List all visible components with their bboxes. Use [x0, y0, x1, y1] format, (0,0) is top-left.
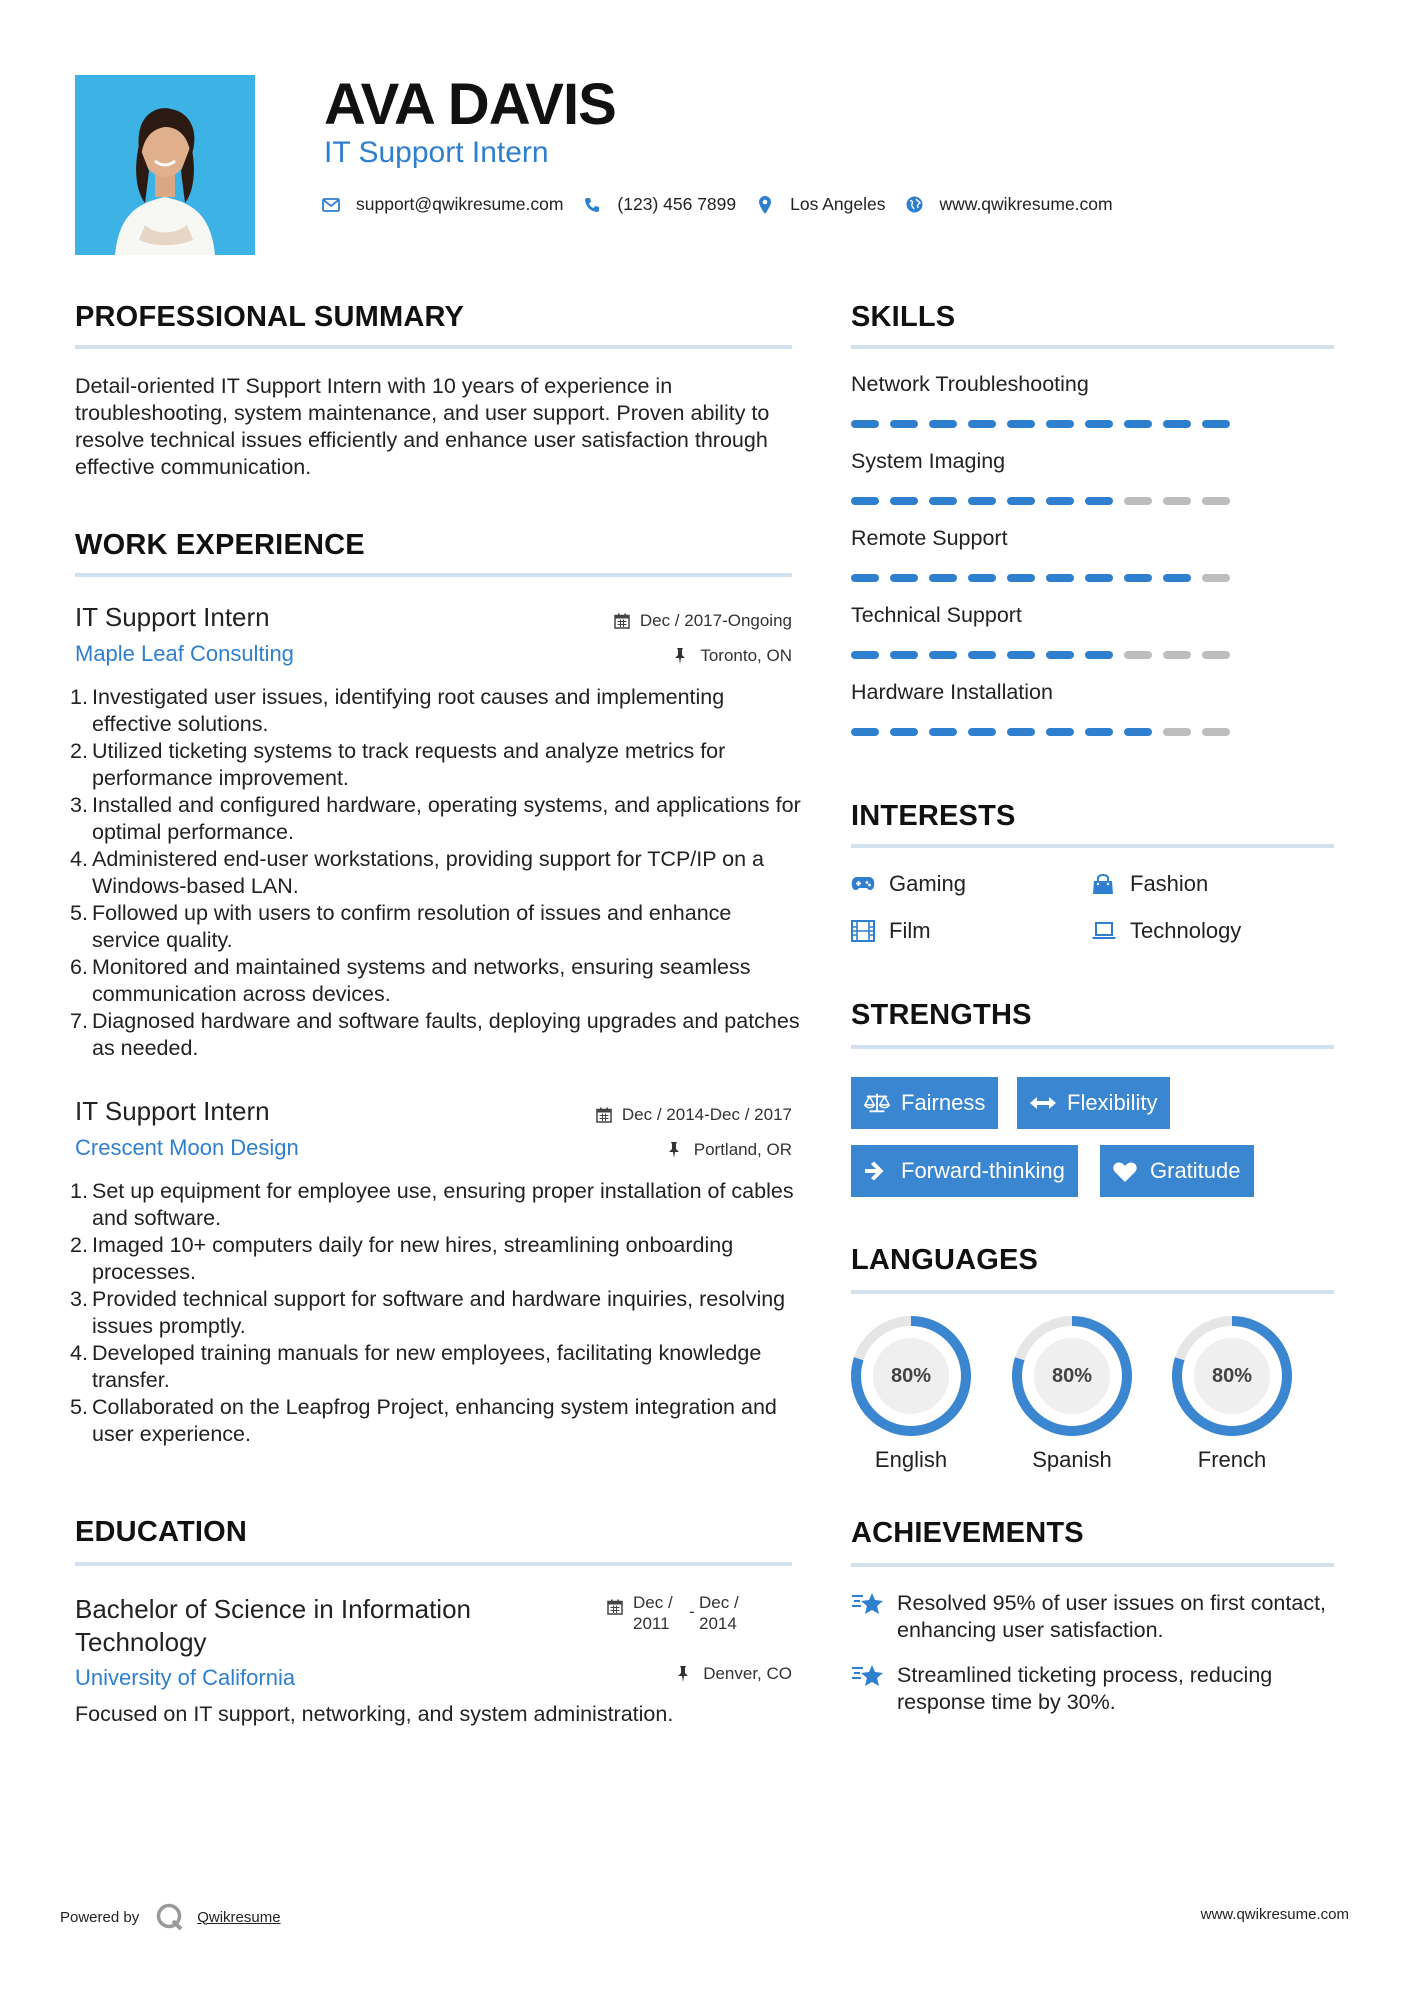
achievements-heading: ACHIEVEMENTS [851, 1517, 1084, 1549]
strength-tag [1100, 1145, 1254, 1197]
job-dates-text: Dec / 2014-Dec / 2017 [621, 1105, 792, 1124]
skill-dash-filled [890, 420, 918, 428]
shooting-star-icon [851, 1590, 885, 1618]
brand-link[interactable]: Qwikresume [197, 1908, 281, 1926]
skill-dash-filled [890, 651, 918, 659]
skill-name: Network Troubleshooting [851, 372, 1089, 396]
achievement-item [851, 1590, 1334, 1644]
interest-label: Film [889, 918, 931, 943]
skill-level-bar [851, 420, 1241, 428]
skill-dash-filled [890, 574, 918, 582]
job-bullets [70, 1178, 802, 1448]
skill-dash-filled [1046, 420, 1074, 428]
list-item: 3. Provided technical support for software and hardware inquiries, resolving issues promptly. [70, 1287, 786, 1338]
interests-divider [851, 844, 1334, 848]
list-item: 6. Monitored and maintained systems and networks, ensuring seamless communication across devices. [70, 955, 751, 1006]
education-location [677, 1665, 792, 1682]
education-divider [75, 1562, 792, 1566]
skill-name: Remote Support [851, 526, 1008, 550]
calendar-icon [596, 1107, 612, 1123]
strength-label: Fairness [901, 1090, 986, 1115]
skill-dash-empty [1202, 497, 1230, 505]
language-percent: 80% [1051, 1364, 1093, 1387]
interest-label: Gaming [889, 871, 967, 896]
achievement-text: Resolved 95% of user issues on first contact, enhancing user satisfaction. [897, 1591, 1327, 1642]
language-name: French [1197, 1447, 1267, 1472]
interest-item [1092, 873, 1208, 895]
laptop-icon [1092, 920, 1116, 942]
powered-by-text: Powered by [60, 1908, 140, 1926]
job-location-text: Toronto, ON [700, 646, 792, 665]
summary-divider [75, 345, 792, 349]
candidate-role: IT Support Intern [324, 136, 549, 169]
strength-label: Flexibility [1067, 1090, 1158, 1115]
interest-label: Technology [1130, 918, 1242, 943]
email-text: support@qwikresume.com [356, 194, 564, 214]
interest-item [1092, 920, 1241, 942]
company-name: Crescent Moon Design [75, 1135, 299, 1160]
list-item: 4. Developed training manuals for new employees, facilitating knowledge transfer. [70, 1341, 762, 1392]
phone-text: (123) 456 7899 [617, 194, 737, 214]
strength-tag [851, 1145, 1078, 1197]
interest-item [851, 873, 966, 895]
skill-dash-filled [968, 651, 996, 659]
interests-heading: INTERESTS [851, 800, 1016, 832]
skill-dash-filled [1007, 574, 1035, 582]
languages-divider [851, 1290, 1334, 1294]
summary-text: Detail-oriented IT Support Intern with 10 years of experience in troubleshooting, system maintenance, and user support. Proven ability to resolve technical issues efficiently and enhance user satisfaction through effective communication. [75, 374, 770, 479]
skill-dash-filled [929, 420, 957, 428]
strengths-divider [851, 1045, 1334, 1049]
skill-level-bar [851, 651, 1241, 659]
skill-dash-filled [1202, 420, 1230, 428]
job-dates [614, 612, 792, 629]
skill-dash-filled [1163, 574, 1191, 582]
interest-label: Fashion [1130, 871, 1209, 896]
contact-location [756, 194, 885, 215]
skill-name: Hardware Installation [851, 680, 1053, 704]
skill-level-bar [851, 497, 1241, 505]
skills-divider [851, 345, 1334, 349]
education-location-text: Denver, CO [703, 1664, 792, 1683]
strength-label: Gratitude [1150, 1158, 1241, 1183]
language-name: English [874, 1447, 948, 1472]
job-dates [596, 1106, 792, 1123]
strength-tag [1017, 1077, 1170, 1129]
skill-dash-empty [1124, 651, 1152, 659]
website-text: www.qwikresume.com [939, 194, 1113, 214]
job-title: IT Support Intern [75, 1096, 270, 1126]
location-text: Los Angeles [790, 194, 886, 214]
skill-dash-filled [968, 420, 996, 428]
skill-dash-filled [851, 497, 879, 505]
skill-dash-filled [1163, 420, 1191, 428]
work-divider [75, 573, 792, 577]
language-item [1010, 1314, 1134, 1473]
summary-heading: PROFESSIONAL SUMMARY [75, 301, 465, 333]
profile-photo [75, 75, 255, 255]
skill-dash-filled [1046, 728, 1074, 736]
list-item: 5. Followed up with users to confirm resolution of issues and enhance service quality. [70, 901, 732, 952]
skill-dash-empty [1202, 651, 1230, 659]
map-marker-icon [756, 196, 774, 214]
skill-dash-filled [1046, 651, 1074, 659]
list-item: 3. Installed and configured hardware, operating systems, and applications for optimal performance. [70, 793, 801, 844]
skill-dash-filled [1085, 497, 1113, 505]
education-dates: Dec / 2011 - Dec / 2014 [607, 1592, 739, 1634]
strength-label: Forward-thinking [901, 1158, 1065, 1183]
list-item: 5. Collaborated on the Leapfrog Project, enhancing system integration and user experience. [70, 1395, 777, 1446]
job-location [674, 647, 792, 664]
education-heading: EDUCATION [75, 1516, 248, 1548]
phone-icon [583, 196, 601, 214]
pin-icon [674, 648, 690, 664]
contact-phone[interactable] [583, 194, 736, 215]
calendar-icon [614, 613, 630, 629]
calendar-icon [607, 1599, 623, 1615]
skill-dash-filled [1046, 574, 1074, 582]
company-name: Maple Leaf Consulting [75, 641, 294, 666]
skill-dash-filled [929, 574, 957, 582]
skill-dash-filled [1085, 420, 1113, 428]
skill-dash-filled [851, 574, 879, 582]
skill-dash-filled [968, 728, 996, 736]
skills-heading: SKILLS [851, 301, 956, 333]
list-item: 2. Utilized ticketing systems to track requests and analyze metrics for performance improvement. [70, 739, 726, 790]
skill-dash-filled [890, 728, 918, 736]
skill-dash-filled [851, 728, 879, 736]
job-title: IT Support Intern [75, 602, 270, 632]
skill-dash-filled [890, 497, 918, 505]
skill-dash-filled [1085, 728, 1113, 736]
skill-dash-filled [1007, 420, 1035, 428]
language-item [1170, 1314, 1294, 1473]
skill-dash-filled [1124, 728, 1152, 736]
skill-dash-filled [851, 651, 879, 659]
skill-dash-filled [929, 497, 957, 505]
balance-scale-icon [864, 1091, 890, 1115]
list-item: 1. Investigated user issues, identifying root causes and implementing effective solutions. [70, 685, 725, 736]
skill-level-bar [851, 728, 1241, 736]
contact-bar [322, 194, 1133, 215]
strengths-heading: STRENGTHS [851, 999, 1032, 1031]
list-item: 4. Administered end-user workstations, providing support for TCP/IP on a Windows-based LAN. [70, 847, 765, 898]
skill-dash-filled [851, 420, 879, 428]
achievement-item [851, 1662, 1334, 1716]
work-heading: WORK EXPERIENCE [75, 529, 365, 561]
footer-powered [60, 1902, 281, 1932]
language-percent: 80% [890, 1364, 932, 1387]
list-item: 2. Imaged 10+ computers daily for new hires, streamlining onboarding processes. [70, 1233, 734, 1284]
job-dates-text: Dec / 2017-Ongoing [639, 611, 792, 630]
skill-dash-filled [1124, 574, 1152, 582]
shooting-star-icon [851, 1662, 885, 1690]
shopping-bag-icon [1092, 873, 1116, 895]
language-percent: 80% [1211, 1364, 1253, 1387]
skill-dash-empty [1163, 497, 1191, 505]
film-icon [851, 920, 875, 942]
contact-website[interactable] [906, 194, 1113, 215]
job-bullets [70, 684, 802, 1062]
skill-dash-filled [929, 728, 957, 736]
skill-name: System Imaging [851, 449, 1006, 473]
arrow-right-icon [864, 1159, 890, 1183]
list-item: 7. Diagnosed hardware and software faults, deploying upgrades and patches as needed. [70, 1009, 800, 1060]
skill-dash-filled [1007, 728, 1035, 736]
globe-icon [906, 196, 924, 214]
skill-dash-empty [1124, 497, 1152, 505]
achievements-divider [851, 1563, 1334, 1567]
pin-icon [668, 1142, 684, 1158]
envelope-icon [322, 196, 340, 214]
strength-tag [851, 1077, 998, 1129]
job-location [668, 1141, 792, 1158]
skill-dash-empty [1202, 728, 1230, 736]
skill-dash-filled [1124, 420, 1152, 428]
skill-dash-empty [1163, 728, 1191, 736]
languages-heading: LANGUAGES [851, 1244, 1039, 1276]
skill-dash-filled [929, 651, 957, 659]
contact-email[interactable] [322, 194, 563, 215]
job-location-text: Portland, OR [693, 1140, 792, 1159]
skill-dash-empty [1163, 651, 1191, 659]
education-description: Focused on IT support, networking, and system administration. [75, 1702, 674, 1726]
skill-dash-empty [1202, 574, 1230, 582]
arrows-horizontal-icon [1030, 1091, 1056, 1115]
skill-level-bar [851, 574, 1241, 582]
heart-icon [1113, 1159, 1139, 1183]
skill-name: Technical Support [851, 603, 1022, 627]
pin-icon [677, 1666, 693, 1682]
list-item: 1. Set up equipment for employee use, ensuring proper installation of cables and software. [70, 1179, 794, 1230]
language-name: Spanish [1032, 1447, 1112, 1472]
footer-website[interactable]: www.qwikresume.com [1200, 1906, 1349, 1923]
degree-title: Bachelor of Science in Information Technology [75, 1594, 471, 1657]
achievement-text: Streamlined ticketing process, reducing response time by 30%. [897, 1663, 1273, 1714]
language-item [849, 1314, 973, 1473]
candidate-name: AVA DAVIS [324, 72, 616, 137]
skill-dash-filled [1085, 651, 1113, 659]
skill-dash-filled [1046, 497, 1074, 505]
interest-item [851, 920, 931, 942]
skill-dash-filled [968, 574, 996, 582]
gamepad-icon [851, 873, 875, 895]
skill-dash-filled [1085, 574, 1113, 582]
skill-dash-filled [1007, 497, 1035, 505]
skill-dash-filled [1007, 651, 1035, 659]
qwikresume-logo-icon [155, 1902, 185, 1932]
skill-dash-filled [968, 497, 996, 505]
school-name: University of California [75, 1665, 296, 1690]
